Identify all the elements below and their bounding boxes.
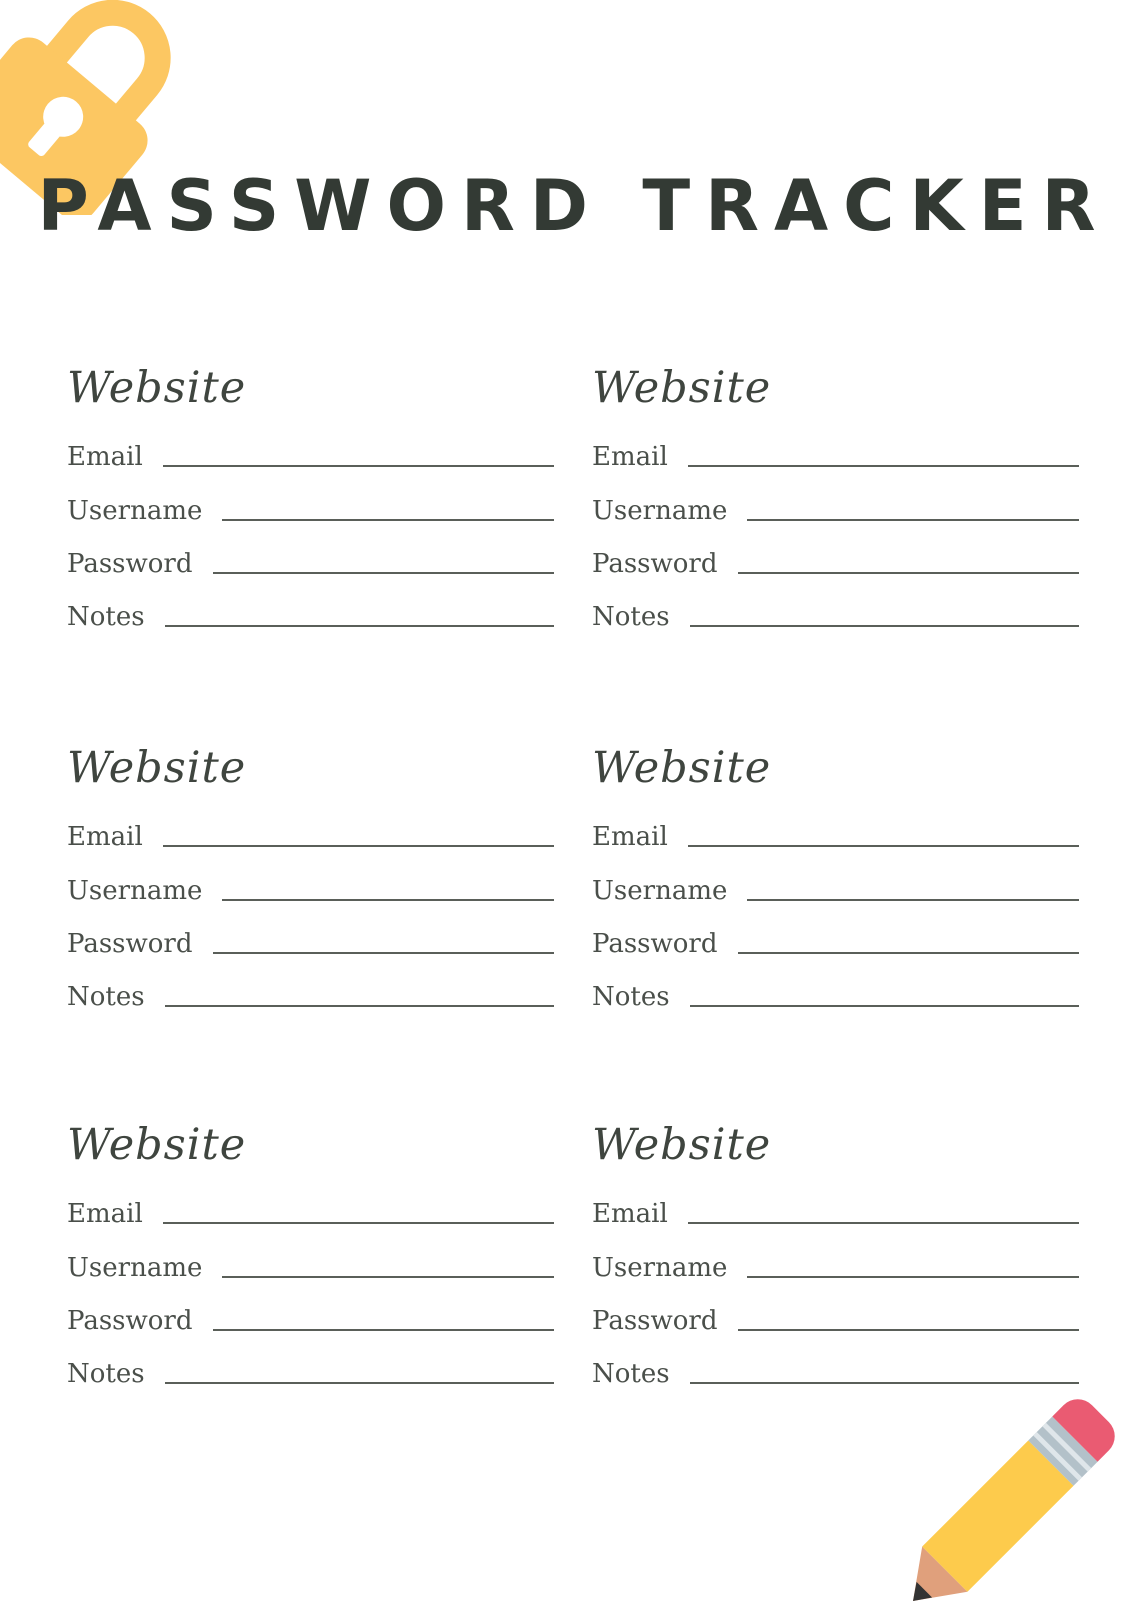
entry-line[interactable] (690, 1382, 1079, 1384)
field-label: Password (67, 928, 193, 959)
entry-line[interactable] (688, 1222, 1079, 1224)
entry-line[interactable] (163, 1222, 554, 1224)
field-row-password (67, 911, 554, 964)
card-heading: Website (592, 743, 772, 793)
field-label: Username (67, 875, 203, 906)
entry-line[interactable] (738, 952, 1080, 954)
field-label: Notes (592, 982, 670, 1013)
entry-line[interactable] (163, 845, 554, 847)
field-label: Email (67, 822, 143, 853)
field-row-notes (592, 584, 1079, 637)
field-row-username (592, 477, 1079, 530)
password-card (592, 362, 1079, 637)
password-card (67, 362, 554, 637)
field-label: Notes (67, 1359, 145, 1390)
field-label: Password (67, 548, 193, 579)
field-label: Notes (67, 602, 145, 633)
card-heading: Website (592, 1120, 772, 1170)
field-row-email (67, 804, 554, 857)
field-row-email (592, 424, 1079, 477)
password-card (67, 1119, 554, 1394)
entry-line[interactable] (688, 845, 1079, 847)
field-row-username (67, 1234, 554, 1287)
field-label: Password (592, 928, 718, 959)
entry-line[interactable] (165, 1382, 554, 1384)
password-card (67, 742, 554, 1017)
field-row-email (67, 1181, 554, 1234)
field-row-password (67, 1288, 554, 1341)
entry-line[interactable] (688, 465, 1079, 467)
field-row-password (592, 1288, 1079, 1341)
entry-line[interactable] (165, 1005, 554, 1007)
field-label: Email (67, 442, 143, 473)
field-row-notes (67, 1341, 554, 1394)
field-row-password (592, 911, 1079, 964)
entry-line[interactable] (747, 519, 1079, 521)
field-label: Username (592, 875, 728, 906)
field-label: Email (67, 1199, 143, 1230)
field-row-password (67, 531, 554, 584)
field-label: Username (592, 1252, 728, 1283)
field-label: Username (67, 1252, 203, 1283)
card-heading: Website (592, 363, 772, 413)
field-label: Notes (592, 602, 670, 633)
field-row-username (67, 857, 554, 910)
page-title: PASSWORD TRACKER (37, 165, 1111, 247)
field-row-notes (592, 1341, 1079, 1394)
field-row-notes (67, 964, 554, 1017)
field-row-notes (592, 964, 1079, 1017)
entry-line[interactable] (747, 1276, 1079, 1278)
field-label: Email (592, 442, 668, 473)
field-label: Notes (67, 982, 145, 1013)
entry-line[interactable] (213, 1329, 555, 1331)
card-heading: Website (67, 743, 247, 793)
field-row-password (592, 531, 1079, 584)
entry-line[interactable] (738, 1329, 1080, 1331)
entry-line[interactable] (747, 899, 1079, 901)
field-label: Notes (592, 1359, 670, 1390)
field-row-notes (67, 584, 554, 637)
password-card (592, 742, 1079, 1017)
field-label: Password (592, 548, 718, 579)
field-row-email (592, 1181, 1079, 1234)
field-label: Username (67, 495, 203, 526)
entry-line[interactable] (738, 572, 1080, 574)
field-row-username (592, 1234, 1079, 1287)
entry-line[interactable] (222, 1276, 554, 1278)
password-card (592, 1119, 1079, 1394)
field-label: Username (592, 495, 728, 526)
entry-line[interactable] (690, 625, 1079, 627)
field-row-email (592, 804, 1079, 857)
field-row-username (67, 477, 554, 530)
entry-line[interactable] (163, 465, 554, 467)
field-label: Password (67, 1305, 193, 1336)
field-label: Password (592, 1305, 718, 1336)
entry-line[interactable] (165, 625, 554, 627)
field-row-username (592, 857, 1079, 910)
pencil-icon (900, 1398, 1125, 1607)
entry-line[interactable] (222, 519, 554, 521)
entry-line[interactable] (213, 952, 555, 954)
field-label: Email (592, 822, 668, 853)
card-heading: Website (67, 363, 247, 413)
entry-line[interactable] (690, 1005, 1079, 1007)
entry-line[interactable] (222, 899, 554, 901)
card-heading: Website (67, 1120, 247, 1170)
field-label: Email (592, 1199, 668, 1230)
entry-line[interactable] (213, 572, 555, 574)
field-row-email (67, 424, 554, 477)
